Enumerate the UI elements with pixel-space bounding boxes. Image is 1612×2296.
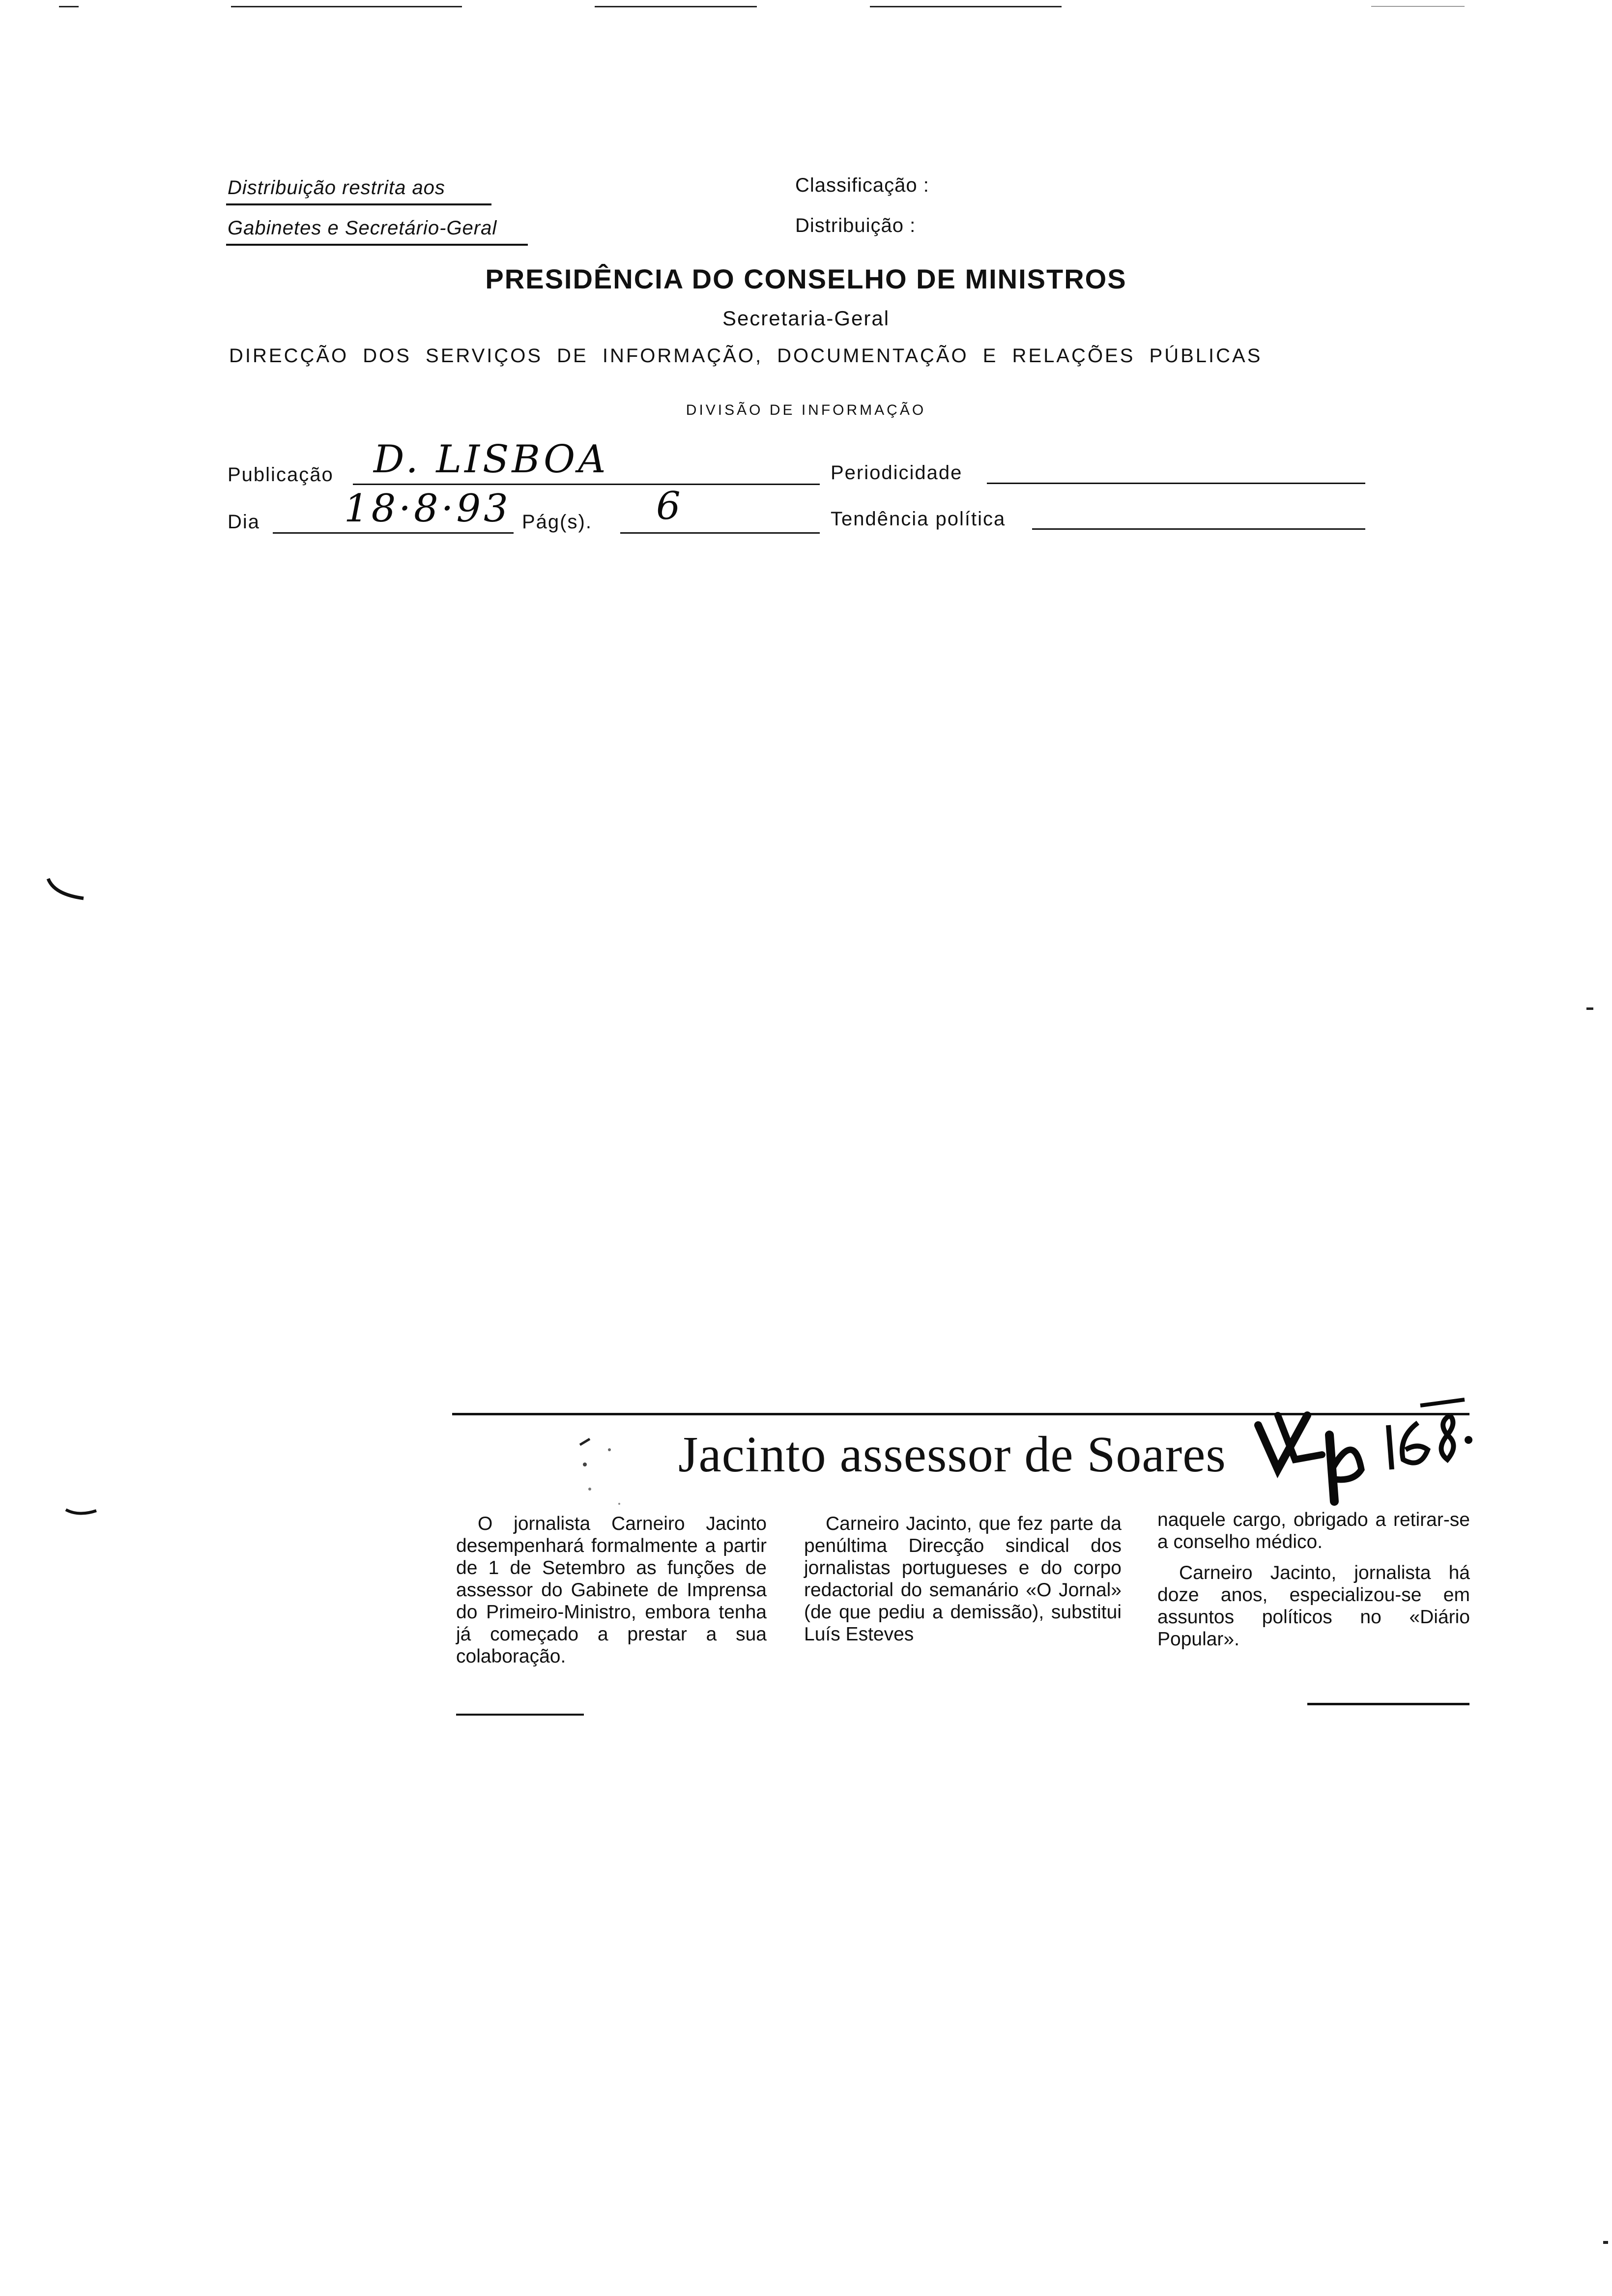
tendencia-field-line	[1032, 528, 1365, 530]
publicacao-field-line	[353, 484, 820, 485]
restricted-underline	[226, 244, 528, 246]
clipping-bottom-rule-left	[456, 1714, 584, 1716]
margin-mark	[44, 875, 88, 904]
column-paragraph: Carneiro Jacinto, jornalista há doze anos, especializou-se em assuntos políticos no «Diário Popular».	[1157, 1562, 1470, 1650]
column-paragraph: Carneiro Jacinto, que fez parte da penúltima Direcção sindical dos jornalistas portugueses e do corpo redactorial do semanário «O Jornal» (de que pediu a demissão), substitui Luís Esteves	[804, 1513, 1122, 1645]
page-subtitle: Secretaria-Geral	[722, 307, 890, 330]
margin-dot	[1603, 2241, 1608, 2244]
restricted-distribution-line1: Distribuição restrita aos	[228, 177, 445, 199]
dia-handwritten-value: 18·8·93	[344, 487, 511, 531]
column-paragraph: naquele cargo, obrigado a retirar-se a conselho médico.	[1157, 1509, 1470, 1552]
publicacao-label: Publicação	[228, 464, 334, 486]
clipping-column-3	[1157, 1509, 1470, 1650]
scan-line	[231, 6, 462, 7]
margin-dot	[1586, 1007, 1593, 1010]
scan-line	[595, 6, 757, 7]
department-line: DIRECÇÃO DOS SERVIÇOS DE INFORMAÇÃO, DOCUMENTAÇÃO E RELAÇÕES PÚBLICAS	[229, 345, 1263, 367]
handwritten-annotation	[1248, 1396, 1479, 1514]
clipping-column-2	[804, 1513, 1122, 1645]
margin-mark	[64, 1504, 98, 1519]
scan-line	[870, 6, 1062, 7]
restricted-underline	[226, 203, 491, 205]
scan-line	[1371, 6, 1465, 7]
division-line: DIVISÃO DE INFORMAÇÃO	[686, 402, 926, 418]
pags-label: Pág(s).	[522, 511, 592, 533]
clipping-headline: Jacinto assessor de Soares	[678, 1426, 1226, 1483]
dia-field-line	[273, 532, 514, 534]
clipping-bottom-rule-right	[1307, 1703, 1469, 1705]
clipping-column-1	[456, 1513, 767, 1667]
periodicidade-label: Periodicidade	[831, 462, 963, 484]
pags-field-line	[620, 532, 820, 534]
periodicidade-field-line	[987, 483, 1365, 484]
restricted-distribution-line2: Gabinetes e Secretário-Geral	[228, 217, 497, 239]
pags-handwritten-value: 6	[656, 484, 684, 528]
publicacao-handwritten-value: D. LISBOA	[374, 437, 609, 482]
classificacao-label: Classificação :	[795, 174, 929, 196]
page-title: PRESIDÊNCIA DO CONSELHO DE MINISTROS	[485, 263, 1127, 294]
dia-label: Dia	[228, 511, 260, 533]
distribuicao-label: Distribuição :	[795, 215, 916, 236]
scan-line	[59, 6, 79, 7]
column-paragraph: O jornalista Carneiro Jacinto desempenhará formalmente a partir de 1 de Setembro as funções de assessor do Gabinete de Imprensa do Primeiro-Ministro, embora tenha já começado a prestar a sua colaboração.	[456, 1513, 767, 1667]
scan-speckle	[570, 1435, 639, 1514]
tendencia-label: Tendência política	[831, 508, 1006, 530]
